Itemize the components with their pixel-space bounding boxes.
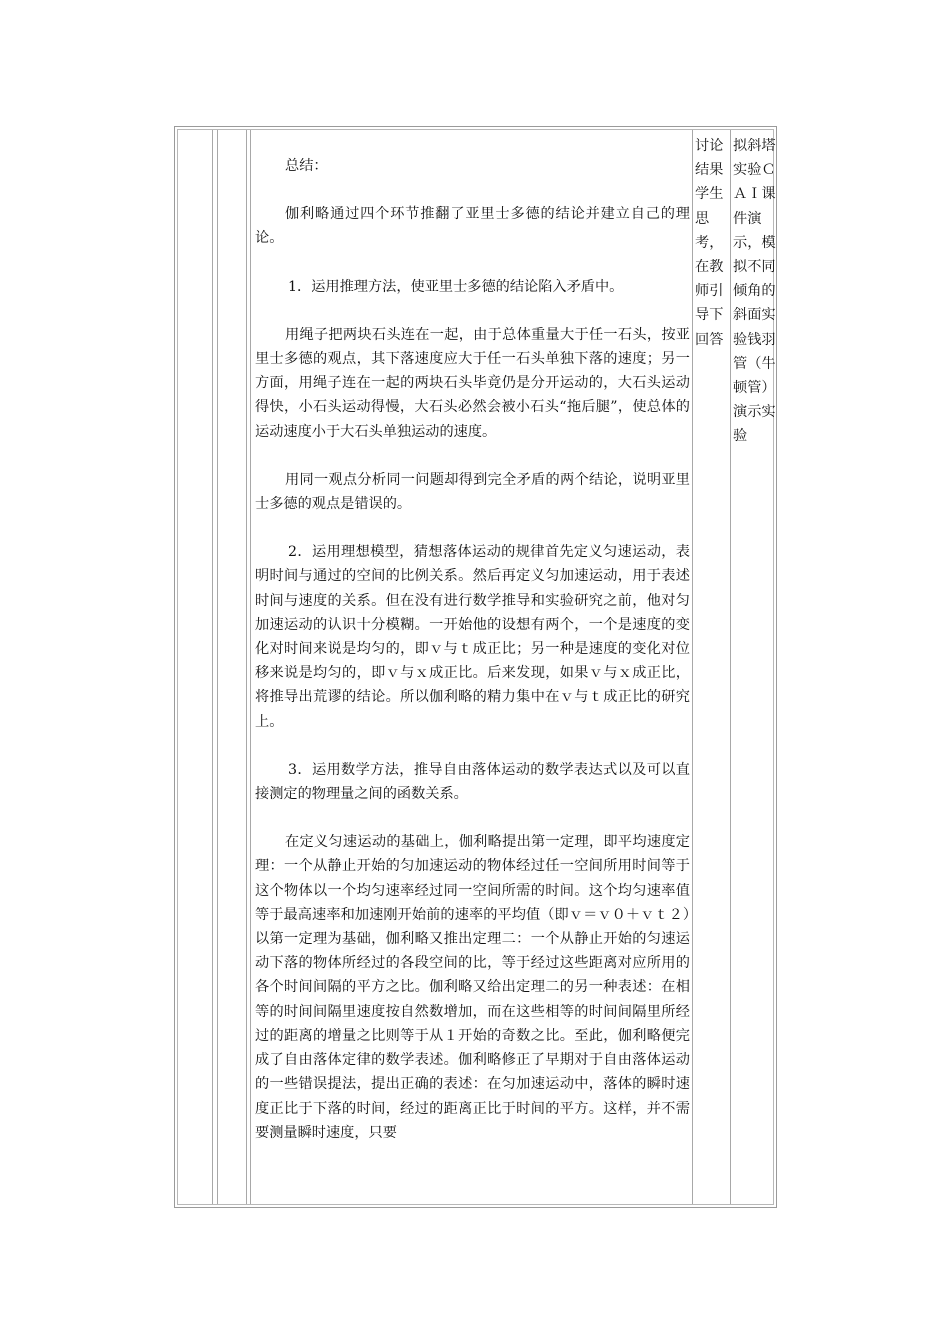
column-divider [730, 130, 731, 1204]
summary-intro: 伽利略通过四个环节推翻了亚里士多德的结论并建立自己的理论。 [255, 206, 690, 247]
point-1-conclusion: 用同一观点分析同一问题却得到完全矛盾的两个结论，说明亚里士多德的观点是错误的。 [255, 471, 690, 513]
table-inner-border [177, 129, 774, 1205]
point-1-heading: 1．运用推理方法，使亚里士多德的结论陷入矛盾中。 [288, 278, 624, 295]
teaching-content-cell [252, 130, 692, 1204]
point-3-heading: 3．运用数学方法，推导自由落体运动的数学表达式以及可以直接测定的物理量之间的函数关系。 [255, 761, 690, 803]
lesson-table [174, 126, 777, 1208]
column-divider [217, 130, 218, 1204]
column-divider [250, 130, 251, 1204]
point-1-body: 用绳子把两块石头连在一起，由于总体重量大于任一石头，按亚里士多德的观点，其下落速度应大于任一石头单独下落的速度；另一方面，用绳子连在一起的两块石头毕竟仍是分开运动的，大石头运动得快，小石头运动得慢，大石头必然会被小石头“拖后腿”，使总体的运动速度小于大石头单独运动的速度。 [255, 326, 690, 440]
student-activity-cell: 讨论结果学生思考，在教师引导下回答 [695, 138, 724, 348]
point-3-body: 在定义匀速运动的基础上，伽利略提出第一定理，即平均速度定理：一个从静止开始的匀加速运动的物体经过任一空间所用时间等于这个物体以一个均匀速率经过同一空间所需的时间。这个均匀速率值等于最高速率和加速刚开始前的速率的平均值（即ｖ＝ｖ０＋ｖｔ２）以第一定理为基础，伽利略又推出定理二：一个从静止开始的匀速运动下落的物体所经过的各段空间的比，等于经过这些距离对应所用的各个时间间隔的平方之比。伽利略又给出定理二的另一种表述：在相等的时间间隔里速度按自然数增加，而在这些相等的时间间隔里所经过的距离的增量之比则等于从１开始的奇数之比。至此，伽利略便完成了自由落体定律的数学表述。伽利略修正了早期对于自由落体运动的一些错误提法，提出正确的表述：在匀加速运动中，落体的瞬时速度正比于下落的时间，经过的距离正比于时间的平方。这样，并不需要测量瞬时速度，只要 [255, 834, 690, 1141]
summary-heading: 总结： [285, 158, 328, 174]
column-divider [692, 130, 693, 1204]
column-divider [212, 130, 213, 1204]
media-demo-cell: 拟斜塔实验ＣＡＩ课件演示，模拟不同倾角的斜面实验钱羽管（牛顿管）演示实验 [733, 138, 776, 445]
column-divider [246, 130, 247, 1204]
point-2-body: 2．运用理想模型，猜想落体运动的规律首先定义匀速运动，表明时间与通过的空间的比例关系。然后再定义匀加速运动，用于表述时间与速度的关系。但在没有进行数学推导和实验研究之前，他对匀加速运动的认识十分模糊。一开始他的设想有两个，一个是速度的变化对时间来说是均匀的，即ｖ与ｔ成正比；另一种是速度的变化对位移来说是均匀的，即ｖ与ｘ成正比。后来发现，如果ｖ与ｘ成正比，将推导出荒谬的结论。所以伽利略的精力集中在ｖ与ｔ成正比的研究上。 [255, 544, 690, 730]
